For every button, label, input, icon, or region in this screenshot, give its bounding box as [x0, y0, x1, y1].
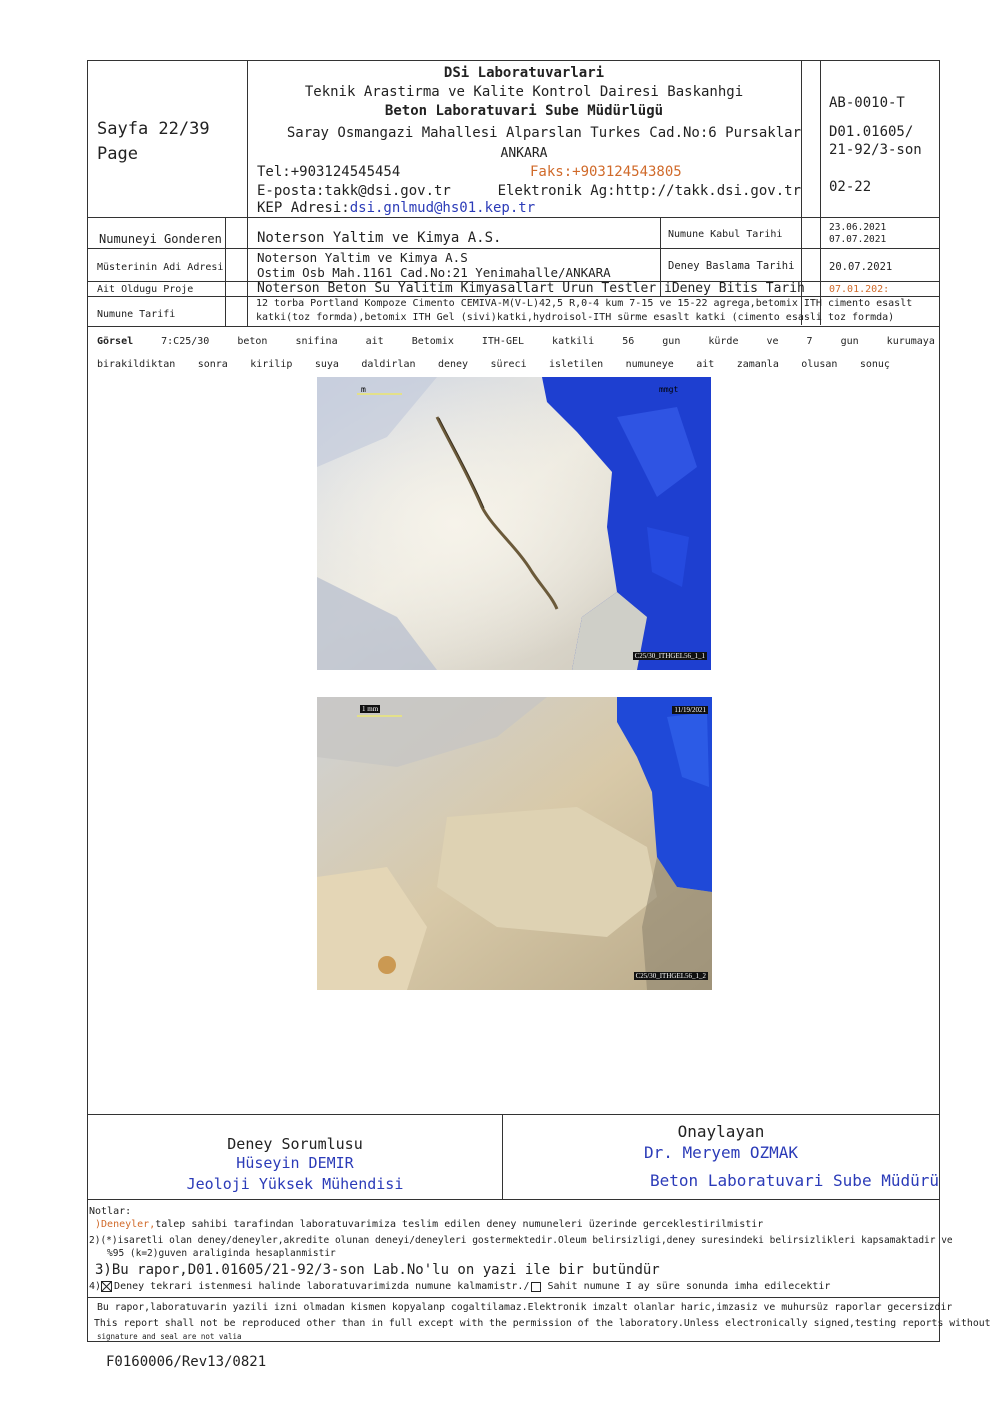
gorsel-word: ait	[365, 336, 384, 347]
photo-1-date: mmgt	[659, 385, 679, 394]
tester-name: Hüseyin DEMIR	[236, 1154, 354, 1172]
gorsel-word: 7:C25/30	[161, 336, 210, 347]
photo-2-caption: C25/30_ITHGEL56_1_2	[635, 972, 706, 980]
tester-title: Deney Sorumlusu	[227, 1135, 363, 1153]
project-label: Ait Oldugu Proje	[97, 284, 194, 295]
approver-title: Onaylayan	[677, 1122, 765, 1141]
footer-tr: Bu rapor,laboratuvarin yazili izni olmadan kismen kopyalanp cogaltilamaz.Elektronik imzalt olanlar haric,imzasiz ve muhursüz raporlar gecersizdir	[97, 1302, 953, 1313]
customer-label: Müsterinin Adi Adresi	[97, 262, 224, 273]
sender-value: Noterson Yaltim ve Kimya A.S.	[257, 230, 502, 246]
note-1-text: talep sahibi tarafindan laboratuvarimiza teslim edilen deney numuneleri üzerinde gerceklestirilmistir	[155, 1219, 764, 1230]
gorsel-word: numuneye	[625, 359, 674, 370]
note-2-line2: %95 (k=2)guven araliginda hesaplanmistir	[107, 1248, 336, 1259]
gorsel-word: katkili	[552, 336, 595, 347]
sample-photo-2	[317, 697, 712, 990]
email: E-posta:takk@dsi.gov.tr	[257, 183, 451, 199]
note-1-prefix: )	[95, 1219, 102, 1230]
kep-label: KEP Adresi:	[257, 200, 350, 216]
table-line	[87, 1114, 940, 1115]
gorsel-word: deney	[437, 359, 469, 370]
table-line	[225, 217, 226, 326]
page-label-en: Page	[97, 144, 138, 164]
gorsel-word: 56	[622, 336, 635, 347]
kep-address	[257, 200, 535, 216]
customer-line2: Ostim Osb Mah.1161 Cad.No:21 Yenimahalle/ANKARA	[257, 265, 611, 280]
lab-name: DSi Laboratuvarlari	[443, 65, 605, 81]
branch: Beton Laboratuvari Sube Müdürlügü	[384, 103, 664, 119]
note-4-text: Deney tekrari istenmesi halinde laboratuvarimizda numune kalmamistr./	[114, 1281, 530, 1292]
gorsel-word: olusan	[801, 359, 838, 370]
photo-1-image	[317, 377, 711, 670]
start-date: 20.07.2021	[829, 261, 893, 273]
sample-line1: 12 torba Portland Kompoze Cimento CEMIVA-M(V-L)42,5 R,0-4 kum 7-15 ve 15-22 agrega,betomix ITH cimento esaslt	[256, 298, 913, 309]
approver-role: Beton Laboratuvari Sube Müdürü	[650, 1171, 939, 1190]
table-line	[87, 296, 940, 297]
photo-2-date: 11/19/2021	[674, 706, 706, 714]
gorsel-word: ait	[696, 359, 715, 370]
approver-name: Dr. Meryem OZMAK	[643, 1143, 799, 1162]
accept-date-1: 23.06.2021	[829, 222, 887, 233]
sample-line2: katki(toz formda),betomix ITH Gel (sivi)katki,hydroisol-ITH sürme esaslt katki (cimento esasli toz formda)	[256, 312, 895, 323]
gorsel-word: zamanla	[736, 359, 779, 370]
gorsel-word: suya	[314, 359, 339, 370]
gorsel-word: gun	[840, 336, 859, 347]
sample-label: Numune Tarifi	[97, 309, 176, 320]
kep-link[interactable]: dsi.gnlmud@hs01.kep.tr	[349, 200, 536, 216]
sample-photo-1	[317, 377, 711, 670]
fax: Faks:+903124543805	[530, 164, 682, 180]
form-code: F0160006/Rev13/0821	[106, 1354, 267, 1370]
revision: 02-22	[829, 179, 872, 195]
gorsel-word: Betomix	[411, 336, 454, 347]
gorsel-word: ITH-GEL	[481, 336, 525, 347]
gorsel-word: snifina	[295, 336, 338, 347]
table-line	[247, 217, 248, 326]
accept-date-label: Numune Kabul Tarihi	[668, 229, 783, 240]
end-date: 07.01.202:	[829, 284, 890, 295]
gorsel-word: sonuç	[859, 359, 890, 370]
address-line1: Saray Osmangazi Mahallesi Alparslan Turkes Cad.No:6 Pursaklar	[286, 125, 801, 141]
footer-en: This report shall not be reproduced other than in full except with the permission of the laboratory.Unless electronically signed,testing reports without	[94, 1318, 991, 1329]
table-line	[87, 217, 940, 218]
sender-label: Numuneyi Gonderen	[99, 232, 222, 246]
note-1	[95, 1219, 763, 1230]
end-date-label: iDeney Bitis Tarih	[664, 281, 805, 296]
start-date-label: Deney Baslama Tarihi	[668, 260, 795, 272]
table-line	[87, 326, 940, 327]
note-4	[89, 1281, 830, 1292]
customer-line1: Noterson Yaltim ve Kimya A.S	[257, 250, 468, 265]
photo-1-caption: C25/30_ITHGEL56_1_1	[634, 652, 705, 660]
note-4-prefix: 4)	[89, 1281, 102, 1292]
telephone: Tel:+903124545454	[257, 164, 401, 180]
table-line	[660, 217, 661, 296]
empty-checkbox-icon	[531, 1282, 541, 1292]
report-no-1: D01.01605/	[829, 124, 914, 140]
note-2-line1: 2)(*)isaretli olan deney/deneyler,akredite olunan deneyi/deneyleri gostermektedir.Oleum belirsizligi,deney suresindeki belirsizlikleri kapsamaktadir ve	[89, 1235, 953, 1246]
gorsel-line2	[97, 359, 890, 370]
page-number: Sayfa 22/39	[97, 119, 210, 139]
address-line2: ANKARA	[500, 146, 548, 161]
note-4-text2: Sahit numune I ay süre sonunda imha edilecektir	[547, 1281, 831, 1292]
gorsel-word: 7	[806, 336, 813, 347]
tester-role: Jeoloji Yüksek Mühendisi	[186, 1175, 404, 1193]
gorsel-label: Görsel	[97, 336, 134, 347]
doc-code: AB-0010-T	[829, 95, 905, 111]
gorsel-word: kürde	[708, 336, 739, 347]
table-line	[87, 1199, 940, 1200]
gorsel-word: ve	[766, 336, 779, 347]
footer-en-2: signature and seal are not valia	[97, 1332, 242, 1341]
gorsel-word: daldirlan	[361, 359, 416, 370]
project-value: Noterson Beton Su Yalitim Kimyasallart Urun Testler	[257, 281, 657, 296]
department: Teknik Arastirma ve Kalite Kontrol Dairesi Baskanhgi	[304, 84, 744, 100]
photo-2-scale: 1 mm	[362, 705, 379, 713]
header-divider	[820, 60, 821, 325]
gorsel-word: gun	[662, 336, 681, 347]
notes-title: Notlar:	[89, 1206, 132, 1217]
table-line	[87, 1297, 940, 1298]
gorsel-word: süreci	[490, 359, 527, 370]
photo-1-scale: m	[361, 385, 366, 394]
gorsel-word: kirilip	[250, 359, 293, 370]
website: Elektronik Ag:http://takk.dsi.gov.tr	[497, 183, 801, 199]
accept-date-2: 07.07.2021	[829, 234, 887, 245]
note-1-highlight: Deneyler,	[101, 1219, 156, 1230]
report-no-2: 21-92/3-son	[829, 142, 922, 158]
checked-checkbox-icon	[101, 1281, 112, 1292]
gorsel-word: kurumaya	[886, 336, 935, 347]
gorsel-word: isletilen	[549, 359, 604, 370]
photo-2-image	[317, 697, 712, 990]
table-line	[87, 248, 940, 249]
note-3: 3)Bu rapor,D01.01605/21-92/3-son Lab.No'lu on yazi ile bir butündür	[95, 1262, 660, 1278]
gorsel-line1	[97, 336, 935, 347]
gorsel-word: beton	[237, 336, 268, 347]
gorsel-word: birakildiktan	[97, 359, 176, 370]
gorsel-word: sonra	[197, 359, 228, 370]
